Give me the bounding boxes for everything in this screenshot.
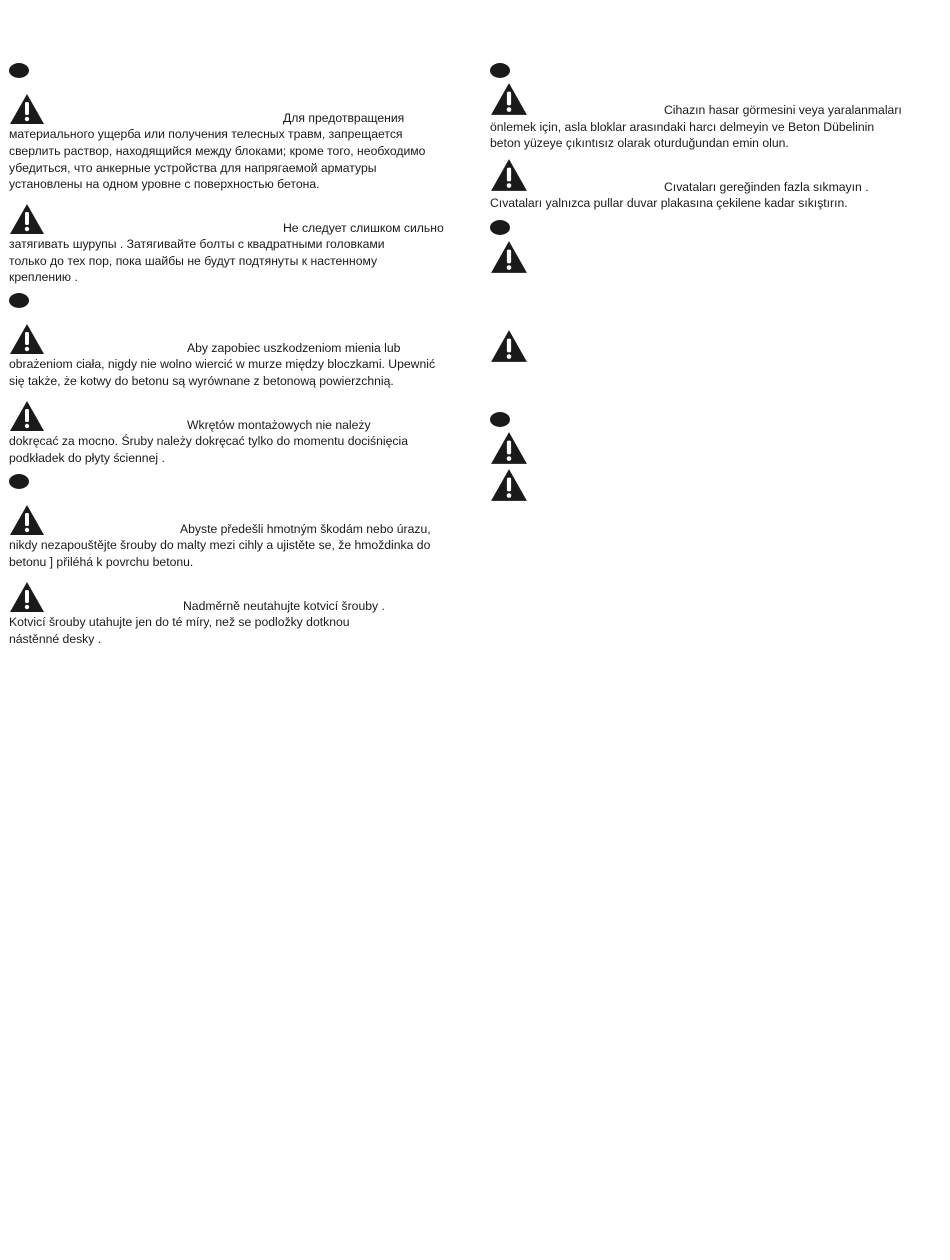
ru-warning-1-line-2: материального ущерба или получения телесных травм, запрещается xyxy=(9,127,403,141)
warning-triangle-icon xyxy=(490,158,528,192)
ru-warning-2-line-3: только до тех пор, пока шайбы не будут подтянуты к настенному xyxy=(9,254,378,268)
ru-warning-2-line-4: креплению . xyxy=(9,270,78,284)
ru-warning-1-line-1: Для предотвращения xyxy=(283,111,405,125)
warning-triangle-icon xyxy=(9,504,45,536)
warning-triangle-icon xyxy=(9,400,45,432)
warning-triangle-icon xyxy=(9,203,45,235)
language-badge-icon xyxy=(490,63,510,78)
language-badge-icon xyxy=(9,293,29,308)
ru-warning-2-line-1: Не следует слишком сильно xyxy=(283,221,444,235)
pl-warning-1-line-2: obrażeniom ciała, nigdy nie wolno wiercić w murze między bloczkami. Upewnić xyxy=(9,357,436,371)
pl-warning-1-line-3: się także, że kotwy do betonu są wyrównane z betonową powierzchnią. xyxy=(9,374,394,388)
warning-triangle-icon xyxy=(490,468,528,502)
language-badge-icon xyxy=(490,412,510,427)
warning-triangle-icon xyxy=(490,240,528,274)
cs-warning-2-line-2: Kotvicí šrouby utahujte jen do té míry, než se podložky dotknou xyxy=(9,615,350,629)
ru-warning-1-line-4: убедиться, что анкерные устройства для напрягаемой арматуры xyxy=(9,161,377,175)
pl-warning-2-line-2: dokręcać za mocno. Śruby należy dokręcać tylko do momentu dociśnięcia xyxy=(9,434,408,448)
cs-warning-1-line-2: nikdy nezapouštějte šrouby do malty mezi cihly a ujistěte se, že hmoždinka do xyxy=(9,538,431,552)
language-badge-icon xyxy=(9,63,29,78)
warning-triangle-icon xyxy=(9,581,45,613)
tr-warning-1-line-1: Cihazın hasar görmesini veya yaralanmaları xyxy=(664,103,902,117)
ru-warning-1-line-3: сверлить раствор, находящийся между блоками; кроме того, необходимо xyxy=(9,144,426,158)
warning-triangle-icon xyxy=(490,82,528,116)
cs-warning-1-line-3: betonu ] přiléhá k povrchu betonu. xyxy=(9,555,194,569)
cs-warning-2-line-3: nástěnné desky . xyxy=(9,632,102,646)
ru-warning-1-line-5: установлены на одном уровне с поверхностью бетона. xyxy=(9,177,320,191)
tr-warning-2-line-2: Cıvataları yalnızca pullar duvar plakasına çekilene kadar sıkıştırın. xyxy=(490,196,848,210)
cs-warning-2-line-1: Nadměrně neutahujte kotvicí šrouby . xyxy=(183,599,385,613)
warning-triangle-icon xyxy=(9,93,45,125)
warning-triangle-icon xyxy=(490,431,528,465)
warning-triangle-icon xyxy=(490,329,528,363)
pl-warning-2-line-3: podkładek do płyty ściennej . xyxy=(9,451,165,465)
pl-warning-1-line-1: Aby zapobiec uszkodzeniom mienia lub xyxy=(187,341,401,355)
ru-warning-2-line-2: затягивать шурупы . Затягивайте болты с квадратными головками xyxy=(9,237,385,251)
tr-warning-2-line-1: Cıvataları gereğinden fazla sıkmayın . xyxy=(664,180,869,194)
tr-warning-1-line-3: beton yüzeye çıkıntısız olarak oturduğundan emin olun. xyxy=(490,136,789,150)
cs-warning-1-line-1: Abyste předešli hmotným škodám nebo úrazu, xyxy=(180,522,431,536)
pl-warning-2-line-1: Wkrętów montażowych nie należy xyxy=(187,418,371,432)
language-badge-icon xyxy=(490,220,510,235)
tr-warning-1-line-2: önlemek için, asla bloklar arasındaki harcı delmeyin ve Beton Dübelinin xyxy=(490,120,875,134)
warning-triangle-icon xyxy=(9,323,45,355)
language-badge-icon xyxy=(9,474,29,489)
